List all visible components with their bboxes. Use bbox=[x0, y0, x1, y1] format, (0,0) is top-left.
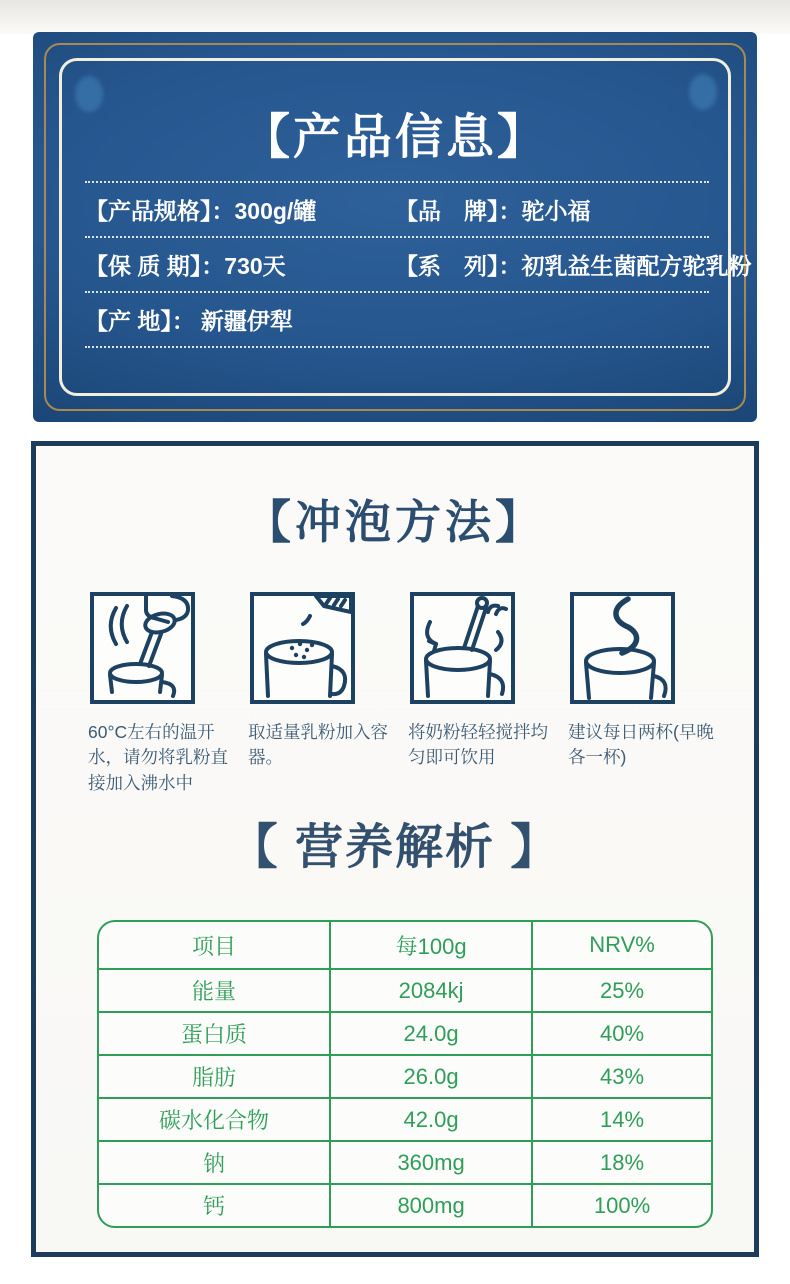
shelf-life-value: 730天 bbox=[224, 253, 286, 279]
cell-nrv: 14% bbox=[531, 1099, 711, 1140]
brew-nutrition-panel bbox=[31, 441, 759, 1257]
col-header-per100g: 每100g bbox=[329, 922, 531, 968]
step-box-2 bbox=[250, 592, 355, 704]
origin-label: 【产 地】： bbox=[85, 308, 195, 334]
pour-hot-water-icon bbox=[94, 596, 191, 700]
info-rows-divider bbox=[85, 346, 709, 348]
step-text-3: 将奶粉轻轻搅拌均匀即可饮用 bbox=[408, 722, 548, 768]
shelf-life-label: 【保 质 期】： bbox=[85, 253, 225, 279]
cell-value: 360mg bbox=[329, 1142, 531, 1183]
info-row-spec-brand bbox=[85, 181, 709, 236]
info-row-origin bbox=[85, 291, 709, 346]
cell-value: 24.0g bbox=[329, 1013, 531, 1054]
stir-powder-icon bbox=[414, 596, 511, 700]
cell-item: 碳水化合物 bbox=[159, 1108, 270, 1133]
table-row-protein bbox=[99, 1011, 711, 1054]
series-value: 初乳益生菌配方驼乳粉 bbox=[521, 253, 752, 279]
col-header-item: 项目 bbox=[192, 933, 237, 959]
spec-label: 【产品规格】： bbox=[85, 198, 235, 224]
steaming-cup-icon bbox=[574, 596, 671, 700]
cell-value: 42.0g bbox=[329, 1099, 531, 1140]
nutrition-table bbox=[97, 920, 713, 1228]
cell-item: 能量 bbox=[192, 979, 237, 1004]
brewing-method-title: 【冲泡方法】 bbox=[245, 496, 545, 548]
cell-item: 脂肪 bbox=[192, 1065, 237, 1090]
step-box-4 bbox=[570, 592, 675, 704]
cell-nrv: 18% bbox=[531, 1142, 711, 1183]
brand-label: 【品 牌】： bbox=[395, 198, 522, 224]
col-header-nrv: NRV% bbox=[531, 922, 711, 968]
cell-nrv: 43% bbox=[531, 1056, 711, 1097]
table-row-fat bbox=[99, 1054, 711, 1097]
brand-value: 驼小福 bbox=[521, 198, 591, 224]
brewing-steps-texts bbox=[36, 720, 754, 796]
add-powder-icon bbox=[254, 596, 351, 700]
origin-value: 新疆伊犁 bbox=[200, 308, 293, 334]
series-label: 【系 列】： bbox=[395, 253, 522, 279]
table-row-sodium bbox=[99, 1140, 711, 1183]
nutrition-title: 【 营养解析 】 bbox=[229, 821, 561, 874]
step-text-2: 取适量乳粉加入容器。 bbox=[248, 722, 388, 768]
brewing-steps-icons bbox=[36, 592, 754, 704]
cell-nrv: 100% bbox=[531, 1185, 711, 1226]
cell-nrv: 40% bbox=[531, 1013, 711, 1054]
top-strip bbox=[0, 0, 790, 34]
table-row-carbohydrate bbox=[99, 1097, 711, 1140]
step-text-1: 60°C左右的温开水，请勿将乳粉直接加入沸水中 bbox=[88, 722, 228, 793]
cell-value: 26.0g bbox=[329, 1056, 531, 1097]
info-row-shelf-series bbox=[85, 236, 752, 291]
table-row-calcium bbox=[99, 1183, 711, 1226]
table-row-energy bbox=[99, 968, 711, 1011]
cell-nrv: 25% bbox=[531, 970, 711, 1011]
cell-item: 蛋白质 bbox=[181, 1022, 248, 1047]
step-text-4: 建议每日两杯(早晚各一杯) bbox=[568, 722, 714, 768]
cell-item: 钠 bbox=[203, 1151, 226, 1176]
cell-item: 钙 bbox=[203, 1194, 226, 1219]
nutrition-table-header bbox=[99, 922, 711, 968]
product-info-title: 【产品信息】 bbox=[241, 111, 548, 164]
cell-value: 2084kj bbox=[329, 970, 531, 1011]
product-info-rows bbox=[85, 181, 752, 348]
cell-value: 800mg bbox=[329, 1185, 531, 1226]
spec-value: 300g/罐 bbox=[234, 198, 317, 224]
product-info-card bbox=[33, 32, 757, 422]
step-box-1 bbox=[90, 592, 195, 704]
step-box-3 bbox=[410, 592, 515, 704]
